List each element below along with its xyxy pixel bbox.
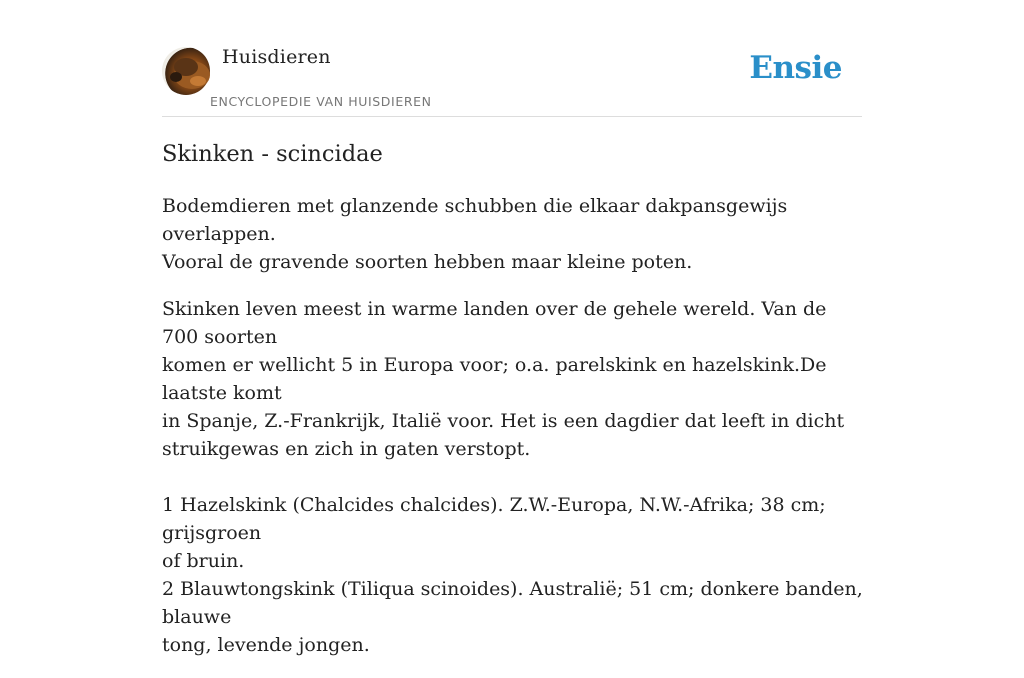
article-title: Skinken - scincidae: [162, 141, 383, 167]
article-paragraph: Bodemdieren met glanzende schubben die elkaar dakpansgewijs overlappen. Vooral de gravende soorten hebben maar kleine poten.: [162, 195, 788, 273]
article-body: [162, 192, 867, 678]
site-name[interactable]: Huisdieren: [222, 46, 331, 68]
site-header: [162, 0, 862, 117]
site-subtitle: ENCYCLOPEDIE VAN HUISDIEREN: [210, 94, 432, 109]
page-container: [162, 0, 863, 656]
site-logo-avatar[interactable]: [162, 47, 210, 95]
dog-photo-icon: [162, 47, 210, 95]
brand-logo[interactable]: Ensie: [749, 50, 842, 86]
article-paragraph: Skinken leven meest in warme landen over de gehele wereld. Van de 700 soorten komen er wellicht 5 in Europa voor; o.a. parelskink en hazelskink.De laatste komt in Spanje, Z.-Frankrijk, Italië voor. Het is een dagdier dat leeft in dicht struikgewas en zich in gaten verstopt. 1 Hazelskink (Chalcides chalcides). Z.W.-Europa, N.W.-Afrika; 38 cm; grijsgroen of bruin. 2 Blauwtongskink (Tiliqua scinoides). Australië; 51 cm; donkere banden, blauwe tong, levende jongen.: [162, 298, 863, 656]
